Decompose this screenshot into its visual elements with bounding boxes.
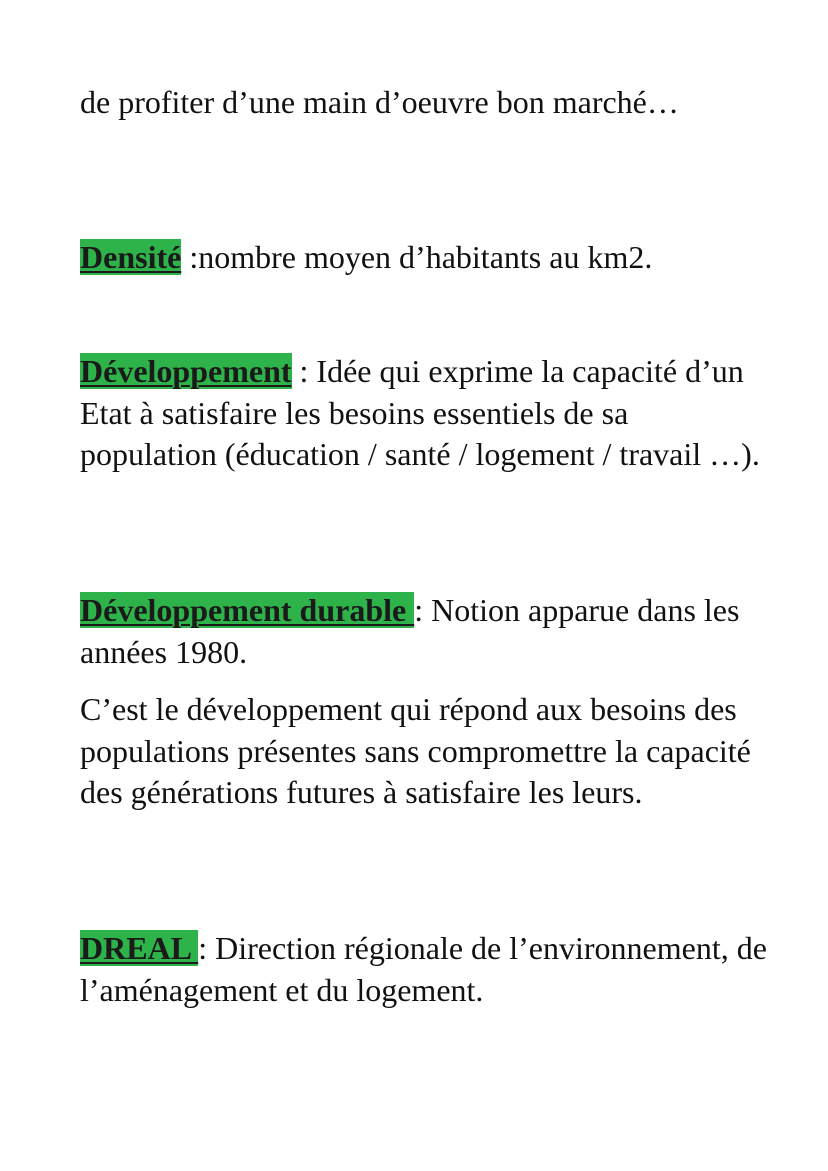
glossary-explanation: C’est le développement qui répond aux besoins des populations présentes sans compromettre la capacité des générations futures à satisfaire les leurs. — [80, 691, 751, 810]
glossary-definition: :nombre moyen d’habitants au km2. — [181, 239, 653, 275]
glossary-entry-developpement — [80, 351, 770, 476]
glossary-term: Densité — [80, 239, 182, 275]
glossary-entry-developpement-durable — [80, 590, 770, 673]
glossary-entry-dreal — [80, 928, 770, 1011]
intro-paragraph: de profiter d’une main d’oeuvre bon marché… — [80, 84, 679, 120]
glossary-term: Développement — [80, 353, 292, 389]
glossary-term: DREAL — [80, 930, 199, 966]
glossary-entry-densite — [80, 237, 770, 279]
glossary-term: Développement durable — [80, 592, 415, 628]
glossary-definition: : Notion apparue dans les années 1980. — [80, 592, 740, 670]
glossary-definition: : Direction régionale de l’environnement, de l’aménagement et du logement. — [80, 930, 767, 1008]
glossary-definition: : Idée qui exprime la capacité d’un Etat à satisfaire les besoins essentiels de sa population (éducation / santé / logement / travail …). — [80, 353, 760, 472]
